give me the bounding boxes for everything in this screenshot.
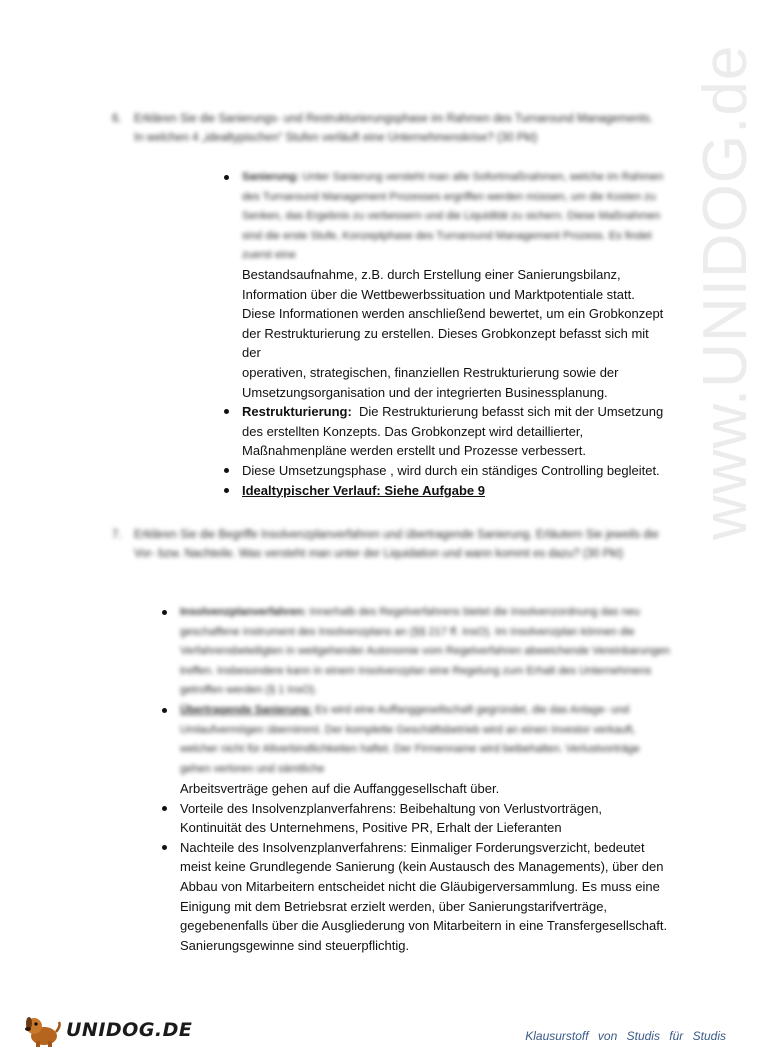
item-line: Bestandsaufnahme, z.B. durch Erstellung einer Sanierungsbilanz, bbox=[242, 267, 621, 282]
item-line: der Restrukturierung zu erstellen. Dieses Grobkonzept befasst sich mit der bbox=[242, 325, 649, 361]
list-item bbox=[242, 481, 667, 501]
item-line: des erstellten Konzepts. Das Grobkonzept wird detaillierter, bbox=[242, 423, 584, 439]
item-line: Sanierungsgewinne sind steuerpflichtig. bbox=[180, 937, 410, 953]
blurred-paragraph bbox=[180, 603, 670, 701]
list-item bbox=[242, 402, 667, 461]
item-line: operativen, strategischen, finanziellen Restrukturierung sowie der bbox=[242, 364, 619, 380]
dog-icon bbox=[22, 1012, 62, 1048]
item-text: Unter Sanierung versteht man alle Sofortmaßnahmen, welche im Rahmen des Turnaround Management Prozesses ergriffen werden müssen, um die Kosten zu Senken, das Ergebnis zu verbessern und die Liquidität zu sichern. Diese Maßnahmen sind die erste Stufe, Konzeptphase des Turnaround Management Prozess. Es findet zuerst eine bbox=[242, 171, 664, 262]
item-line: meist keine Grundlegende Sanierung (kein Austausch des Managements), über den bbox=[180, 859, 664, 875]
footer-tagline: Klausurstoff von Studis für Studis bbox=[525, 1029, 726, 1043]
blurred-paragraph bbox=[180, 701, 670, 779]
item-text: Es wird eine Auffanggesellschaft gegründet, die das Anlage- und Umlaufvermögen übernimmt. Der komplette Geschäftsbetrieb wird an einen Investor verkauft, welcher nicht für Altverbindlichkeiten haftet. Der Firmenname wird beibehalten. Verlustvorträge gehen verloren und sämtliche bbox=[180, 704, 640, 775]
list-item bbox=[180, 799, 670, 838]
item-line: Idealtypischer Verlauf: Siehe Aufgabe 9 bbox=[242, 482, 485, 498]
logo-text: UNIDOG.DE bbox=[66, 1019, 193, 1041]
q7-answer-list bbox=[180, 603, 670, 955]
list-item bbox=[180, 838, 670, 956]
item-line: Nachteile des Insolvenzplanverfahrens: Einmaliger Forderungsverzicht, bedeutet bbox=[180, 839, 645, 855]
item-label: Restrukturierung: bbox=[242, 404, 352, 420]
item-line: gegebenenfalls über die Ausgliederung von Mitarbeitern in eine Transfergesellschaft. bbox=[180, 918, 668, 934]
question-text: Erklären Sie die Sanierungs- und Restrukturierungsphase im Rahmen des Turnaround Managements. In welchen 4 „idealtypischen“ Stufen verläuft eine Unternehmenskrise? (30 Pkt) bbox=[134, 113, 654, 144]
unidog-logo[interactable] bbox=[22, 1012, 192, 1048]
item-label: Übertragende Sanierung: bbox=[180, 704, 313, 716]
list-item bbox=[180, 603, 670, 701]
item-line: Arbeitsverträge gehen auf die Auffanggesellschaft über. bbox=[180, 781, 500, 796]
list-item bbox=[242, 461, 667, 481]
item-line: Vorteile des Insolvenzplanverfahrens: Beibehaltung von Verlustvorträgen, bbox=[180, 800, 603, 816]
item-text: Die Restrukturierung befasst sich mit der Umsetzung bbox=[359, 404, 664, 420]
question-number: 6. bbox=[112, 113, 122, 125]
list-item bbox=[242, 168, 667, 402]
q6-answer-list bbox=[242, 168, 667, 500]
item-line: Kontinuität des Unternehmens, Positive PR, Erhalt der Lieferanten bbox=[180, 820, 562, 836]
item-line: Diese Informationen werden anschließend bewertet, um ein Grobkonzept bbox=[242, 306, 664, 322]
question-number: 7. bbox=[112, 529, 122, 541]
item-label: Insolvenzplanverfahren: bbox=[180, 606, 307, 618]
watermark: www.UNIDOG.de bbox=[691, 44, 760, 540]
item-label: Sanierung: bbox=[242, 171, 300, 183]
question-text: Erklären Sie die Begriffe Insolvenzplanverfahren und übertragende Sanierung. Erläutern Sie jeweils die Vor- bzw. Nachteile. Was versteht man unter der Liquidation und wann kommt es dazu? (30 Pkt) bbox=[134, 529, 659, 560]
item-line: Umsetzungsorganisation und der integrierten Businessplanung. bbox=[242, 384, 608, 400]
item-line bbox=[242, 402, 667, 422]
item-text: Innerhalb des Regelverfahrens bietet die Insolvenzordnung das neu geschaffene Instrument des Insolvenzplans an (§§ 217 ff. InsO). Im Insolvenzplan können die Verfahrensbeteiligten in weitgehender Autonomie vom Regelverfahren abweichende Vereinbarungen treffen. Insbesondere kann in einem Insolvenzplan eine Regelung zum Erhalt des Unternehmens getroffen werden (§ 1 InsO). bbox=[180, 606, 670, 697]
item-line: Information über die Wettbewerbssituation und Marktpotentiale statt. bbox=[242, 286, 635, 302]
blurred-paragraph bbox=[242, 168, 667, 265]
item-line: Einigung mit dem Betriebsrat erzielt werden, über Sanierungstarifverträge, bbox=[180, 898, 608, 914]
item-line: Maßnahmenpläne werden erstellt und Prozesse verbessert. bbox=[242, 443, 586, 459]
item-line: Diese Umsetzungsphase , wird durch ein ständiges Controlling begleitet. bbox=[242, 462, 660, 478]
item-line: Abbau von Mitarbeitern entscheidet nicht die Gläubigerversammlung. Es muss eine bbox=[180, 878, 660, 894]
list-item bbox=[180, 701, 670, 799]
